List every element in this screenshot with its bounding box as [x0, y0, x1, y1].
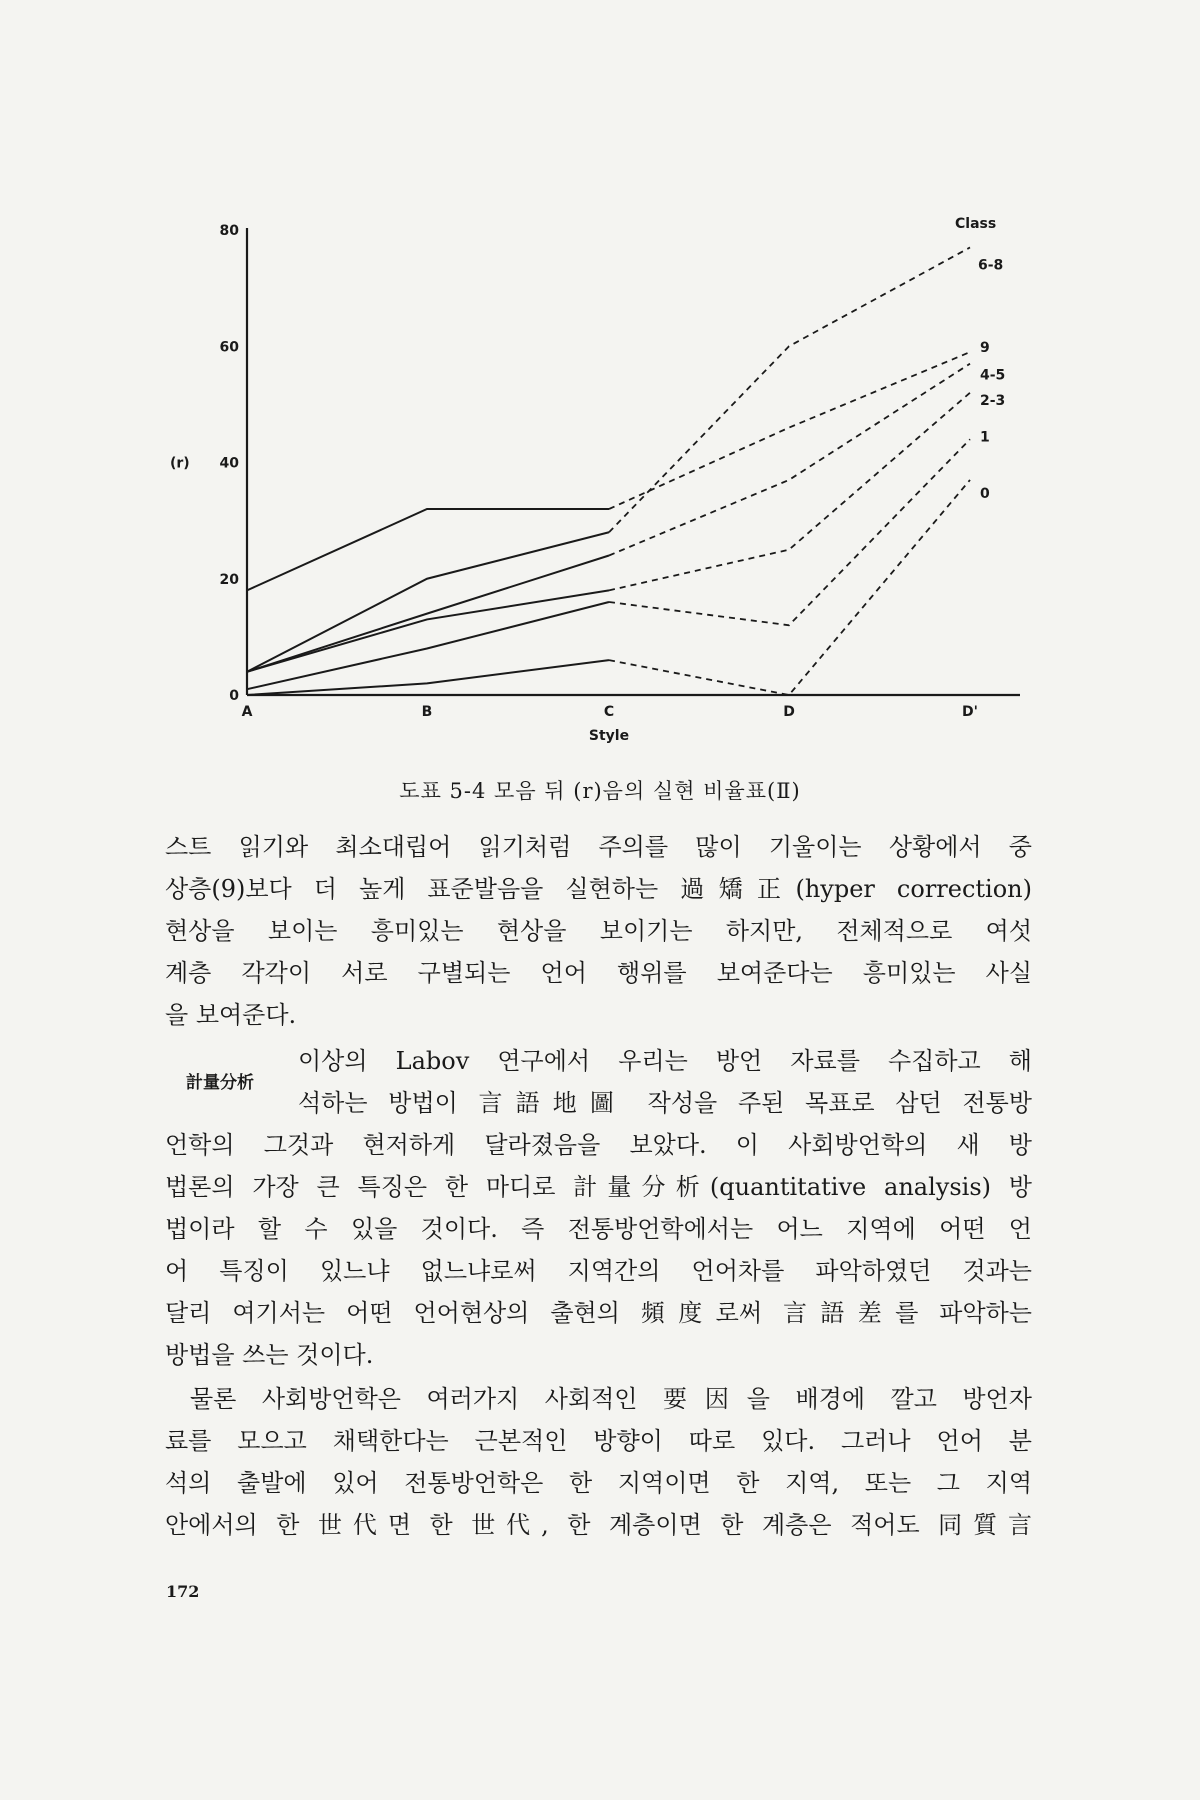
body-text-line: 석의 출발에 있어 전통방언학은 한 지역이면 한 지역, 또는 그 지역: [165, 1469, 1032, 1497]
body-text-line: 이상의 Labov 연구에서 우리는 방언 자료를 수집하고 해: [298, 1047, 1032, 1075]
series-line-dashed-2-3: [609, 393, 970, 591]
y-tick-label: 40: [219, 455, 239, 472]
x-tick-label: D': [962, 704, 978, 720]
x-axis-label: Style: [588, 728, 630, 744]
series-label: 2-3: [980, 392, 1006, 409]
series-label: 6-8: [978, 257, 1004, 274]
series-line-solid-6-8: [247, 532, 609, 672]
series-label: 4-5: [980, 367, 1006, 384]
body-text-line: 을 보여준다.: [165, 1001, 297, 1029]
y-tick-label: 20: [219, 571, 239, 588]
body-text-line: 상층(9)보다 더 높게 표준발음을 실현하는 過矯正(hyper correction): [165, 875, 1032, 903]
x-tick-label: A: [241, 704, 253, 720]
series-line-solid-1: [247, 602, 609, 689]
body-text-line: 법이라 할 수 있을 것이다. 즉 전통방언학에서는 어느 지역에 어떤 언: [165, 1215, 1032, 1243]
figure-caption: 도표 5-4 모음 뒤 (r)음의 실현 비율표(Ⅱ): [399, 779, 801, 803]
chart-series: [247, 247, 970, 695]
style-class-line-chart: [0, 0, 1200, 760]
legend-title: Class: [955, 216, 997, 232]
series-label: 0: [980, 485, 990, 502]
x-tick-label: C: [603, 704, 615, 720]
body-text-line: 료를 모으고 채택한다는 근본적인 방향이 따로 있다. 그러나 언어 분: [165, 1427, 1032, 1455]
body-text-line: 방법을 쓰는 것이다.: [165, 1341, 374, 1369]
body-text-line: 계층 각각이 서로 구별되는 언어 행위를 보여준다는 흥미있는 사실: [165, 959, 1032, 987]
margin-heading: 計量分析: [186, 1073, 254, 1093]
body-text-line: 안에서의 한 世代면 한 世代, 한 계층이면 한 계층은 적어도 同質言: [165, 1511, 1032, 1539]
y-tick-label: 60: [219, 339, 239, 356]
page-number: 172: [166, 1582, 200, 1601]
series-line-dashed-9: [609, 352, 970, 509]
chart-labels: [955, 216, 1005, 502]
body-text-line: 스트 읽기와 최소대립어 읽기처럼 주의를 많이 기울이는 상황에서 중: [165, 833, 1032, 861]
y-axis-label: (r): [170, 455, 190, 472]
body-text-line: 물론 사회방언학은 여러가지 사회적인 要因을 배경에 깔고 방언자: [190, 1385, 1032, 1413]
x-tick-label: D: [783, 704, 795, 720]
body-text-line: 언학의 그것과 현저하게 달라졌음을 보았다. 이 사회방언학의 새 방: [165, 1131, 1032, 1159]
series-label: 9: [980, 340, 990, 357]
body-text-line: 어 특징이 있느냐 없느냐로써 지역간의 언어차를 파악하였던 것과는: [165, 1257, 1032, 1285]
series-line-dashed-0: [609, 480, 970, 695]
y-tick-label: 0: [229, 688, 239, 704]
series-line-dashed-4-5: [609, 364, 970, 556]
y-tick-label: 80: [219, 223, 239, 239]
x-tick-label: B: [421, 704, 433, 720]
body-text-line: 석하는 방법이 言語地圖 작성을 주된 목표로 삼던 전통방: [298, 1089, 1032, 1117]
series-line-solid-2-3: [247, 590, 609, 671]
chart-axes: [170, 223, 1020, 744]
series-line-dashed-6-8: [609, 247, 970, 532]
body-text-line: 현상을 보이는 흥미있는 현상을 보이기는 하지만, 전체적으로 여섯: [165, 917, 1032, 945]
series-label: 1: [980, 429, 990, 446]
body-text-line: 달리 여기서는 어떤 언어현상의 출현의 頻度로써 言語差를 파악하는: [165, 1299, 1032, 1327]
series-line-solid-4-5: [247, 556, 609, 672]
body-text-line: 법론의 가장 큰 특징은 한 마디로 計量分析(quantitative analysis) 방: [165, 1173, 1032, 1201]
